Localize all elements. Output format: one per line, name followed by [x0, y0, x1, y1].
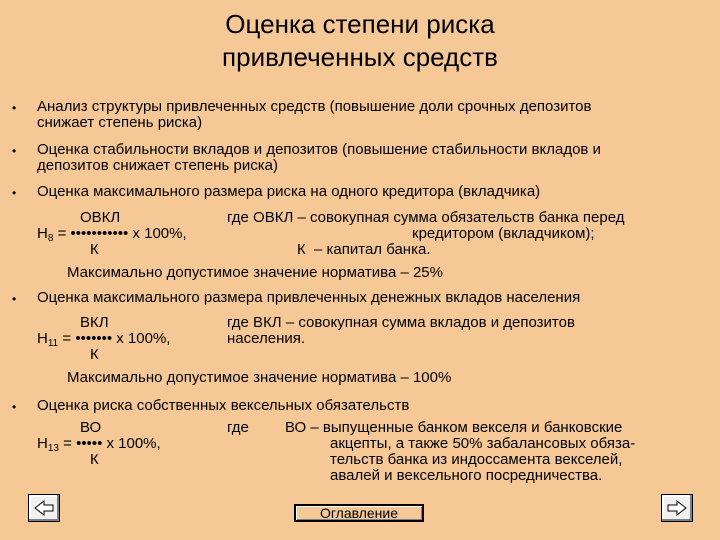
- item3-where-line1: где ОВКЛ – совокупная сумма обязательств банка перед: [227, 209, 625, 226]
- item4-numerator: ВКЛ: [80, 314, 109, 331]
- item4-norm: Максимально допустимое значение норматива – 100%: [67, 369, 452, 386]
- title-line-2: привлеченных средств: [222, 42, 498, 72]
- item4-line1: Оценка максимального размера привлеченных денежных вкладов населения: [37, 289, 581, 306]
- bullet: •: [12, 144, 17, 158]
- item3-where-var: К: [297, 241, 306, 258]
- item1-line1: Анализ структуры привлеченных средств (повышение доли срочных депозитов: [37, 98, 592, 115]
- arrow-left-icon: [33, 500, 55, 516]
- item3-numerator: ОВКЛ: [80, 209, 121, 226]
- arrow-right-icon: [666, 500, 688, 516]
- item2-line1: Оценка стабильности вкладов и депозитов (повышение стабильности вкладов и: [37, 141, 601, 158]
- toc-button[interactable]: Оглавление: [294, 504, 424, 522]
- item3-denominator: К: [90, 241, 99, 258]
- item5-where-line3: тельств банка из индоссамента векселей,: [330, 451, 623, 468]
- item5-formula-lhs: Н: [37, 435, 48, 452]
- item4-where-line1: где ВКЛ – совокупная сумма вкладов и депозитов: [227, 314, 575, 331]
- bullet: •: [12, 101, 17, 115]
- item3-line1: Оценка максимального размера риска на одного кредитора (вкладчика): [37, 183, 541, 200]
- item3-where-line2: кредитором (вкладчиком);: [412, 225, 595, 242]
- item1-line2: снижает степень риска): [37, 114, 203, 131]
- item3-formula-lhs: Н: [37, 225, 48, 242]
- item4-where-line2: населения.: [227, 330, 306, 347]
- item5-where-line2: акцепты, а также 50% забалансовых обяза-: [330, 435, 636, 452]
- item3-formula-sub: 8: [47, 233, 54, 244]
- item5-line1: Оценка риска собственных вексельных обязательств: [37, 397, 410, 414]
- item3-formula-rhs: = ••••••••••• х 100%,: [53, 225, 187, 242]
- item3-formula: [37, 226, 187, 247]
- item5-numerator: ВО: [80, 419, 102, 436]
- title-line-1: Оценка степени риска: [225, 9, 495, 39]
- item5-where-keyword: где: [227, 419, 249, 436]
- prev-slide-button[interactable]: [28, 494, 60, 522]
- next-slide-button[interactable]: [661, 494, 693, 522]
- item4-formula-sub: 11: [47, 338, 59, 349]
- item5-formula-rhs: = ••••• х 100%,: [58, 435, 161, 452]
- item5-where-line4: авалей и вексельного посредничества.: [330, 467, 603, 484]
- item5-formula-sub: 13: [47, 443, 59, 454]
- item4-formula: [37, 331, 170, 352]
- item4-denominator: К: [90, 346, 99, 363]
- item5-where-line1: ВО – выпущенные банком векселя и банковские: [285, 419, 623, 436]
- item4-formula-lhs: Н: [37, 330, 48, 347]
- bullet: •: [12, 400, 17, 414]
- item2-line2: депозитов снижает степень риска): [37, 157, 278, 174]
- page-title: [0, 8, 720, 74]
- item3-where-line3: – капитал банка.: [314, 241, 431, 258]
- item3-norm: Максимально допустимое значение норматива – 25%: [67, 264, 443, 281]
- bullet: •: [12, 292, 17, 306]
- bullet: •: [12, 186, 17, 200]
- item5-denominator: К: [90, 451, 99, 468]
- item4-formula-rhs: = ••••••• х 100%,: [58, 330, 171, 347]
